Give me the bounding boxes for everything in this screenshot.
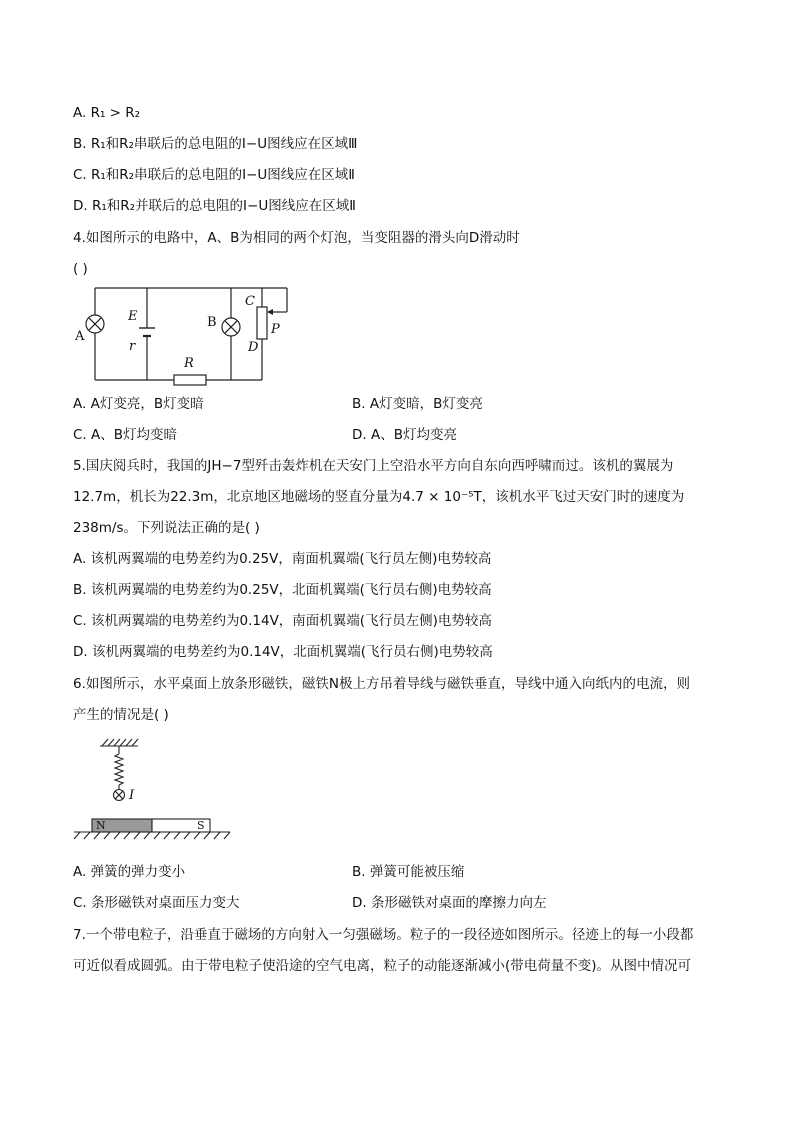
- svg-text:I: I: [129, 788, 135, 803]
- q4-circuit-diagram: [70, 282, 310, 392]
- svg-text:S: S: [197, 819, 205, 832]
- q6-stem-line2: 产生的情况是( ): [73, 707, 169, 723]
- lamp-a-icon: [86, 315, 104, 333]
- svg-text:P: P: [271, 322, 280, 337]
- q6-magnet-spring-diagram: [70, 736, 240, 848]
- svg-text:B: B: [207, 315, 217, 330]
- q5-stem-line3: 238m/s。下列说法正确的是( ): [73, 520, 260, 536]
- svg-text:C: C: [245, 294, 255, 309]
- svg-text:A: A: [75, 329, 85, 344]
- q3-option-d: D. R₁和R₂并联后的总电阻的I−U图线应在区域Ⅱ: [73, 198, 356, 214]
- q5-option-a: A. 该机两翼端的电势差约为0.25V，南面机翼端(飞行员左侧)电势较高: [73, 551, 492, 567]
- q6-option-c: C. 条形磁铁对桌面压力变大: [73, 895, 240, 911]
- q5-option-b: B. 该机两翼端的电势差约为0.25V，北面机翼端(飞行员右侧)电势较高: [73, 582, 492, 598]
- svg-text:r: r: [129, 339, 136, 354]
- q6-option-b: B. 弹簧可能被压缩: [352, 864, 465, 880]
- svg-text:D: D: [248, 340, 259, 355]
- q4-answer-paren: ( ): [73, 261, 88, 277]
- q6-option-d: D. 条形磁铁对桌面的摩擦力向左: [352, 895, 547, 911]
- lamp-b-icon: [222, 318, 240, 336]
- q7-stem-line2: 可近似看成圆弧。由于带电粒子使沿途的空气电离，粒子的动能逐渐减小(带电荷量不变)。从图中情况可: [73, 958, 692, 974]
- q3-option-b: B. R₁和R₂串联后的总电阻的I−U图线应在区域Ⅲ: [73, 136, 358, 152]
- q4-option-a: A. A灯变亮，B灯变暗: [73, 396, 204, 412]
- svg-text:E: E: [128, 309, 138, 324]
- q6-stem-line1: 6.如图所示，水平桌面上放条形磁铁，磁铁N极上方吊着导线与磁铁垂直，导线中通入向纸内的电流，则: [73, 676, 690, 692]
- q5-option-d: D. 该机两翼端的电势差约为0.14V，北面机翼端(飞行员右侧)电势较高: [73, 644, 493, 660]
- svg-text:R: R: [184, 356, 194, 371]
- q4-stem: 4.如图所示的电路中，A、B为相同的两个灯泡，当变阻器的滑头向D滑动时: [73, 230, 520, 246]
- q7-stem-line1: 7.一个带电粒子，沿垂直于磁场的方向射入一匀强磁场。粒子的一段径迹如图所示。径迹上的每一小段都: [73, 927, 694, 943]
- q3-option-c: C. R₁和R₂串联后的总电阻的I−U图线应在区域Ⅱ: [73, 167, 355, 183]
- q4-option-c: C. A、B灯均变暗: [73, 427, 178, 443]
- q5-option-c: C. 该机两翼端的电势差约为0.14V，南面机翼端(飞行员左侧)电势较高: [73, 613, 492, 629]
- q3-option-a: A. R₁ > R₂: [73, 105, 141, 121]
- q5-stem-line1: 5.国庆阅兵时，我国的JH−7型歼击轰炸机在天安门上空沿水平方向自东向西呼啸而过。该机的翼展为: [73, 458, 674, 474]
- q5-stem-line2: 12.7m，机长为22.3m，北京地区地磁场的竖直分量为4.7 × 10⁻⁵T，该机水平飞过天安门时的速度为: [73, 489, 685, 505]
- svg-text:N: N: [96, 819, 106, 832]
- current-into-page-icon: [114, 790, 125, 801]
- q6-option-a: A. 弹簧的弹力变小: [73, 864, 186, 880]
- q4-option-b: B. A灯变暗，B灯变亮: [352, 396, 483, 412]
- q4-option-d: D. A、B灯均变亮: [352, 427, 457, 443]
